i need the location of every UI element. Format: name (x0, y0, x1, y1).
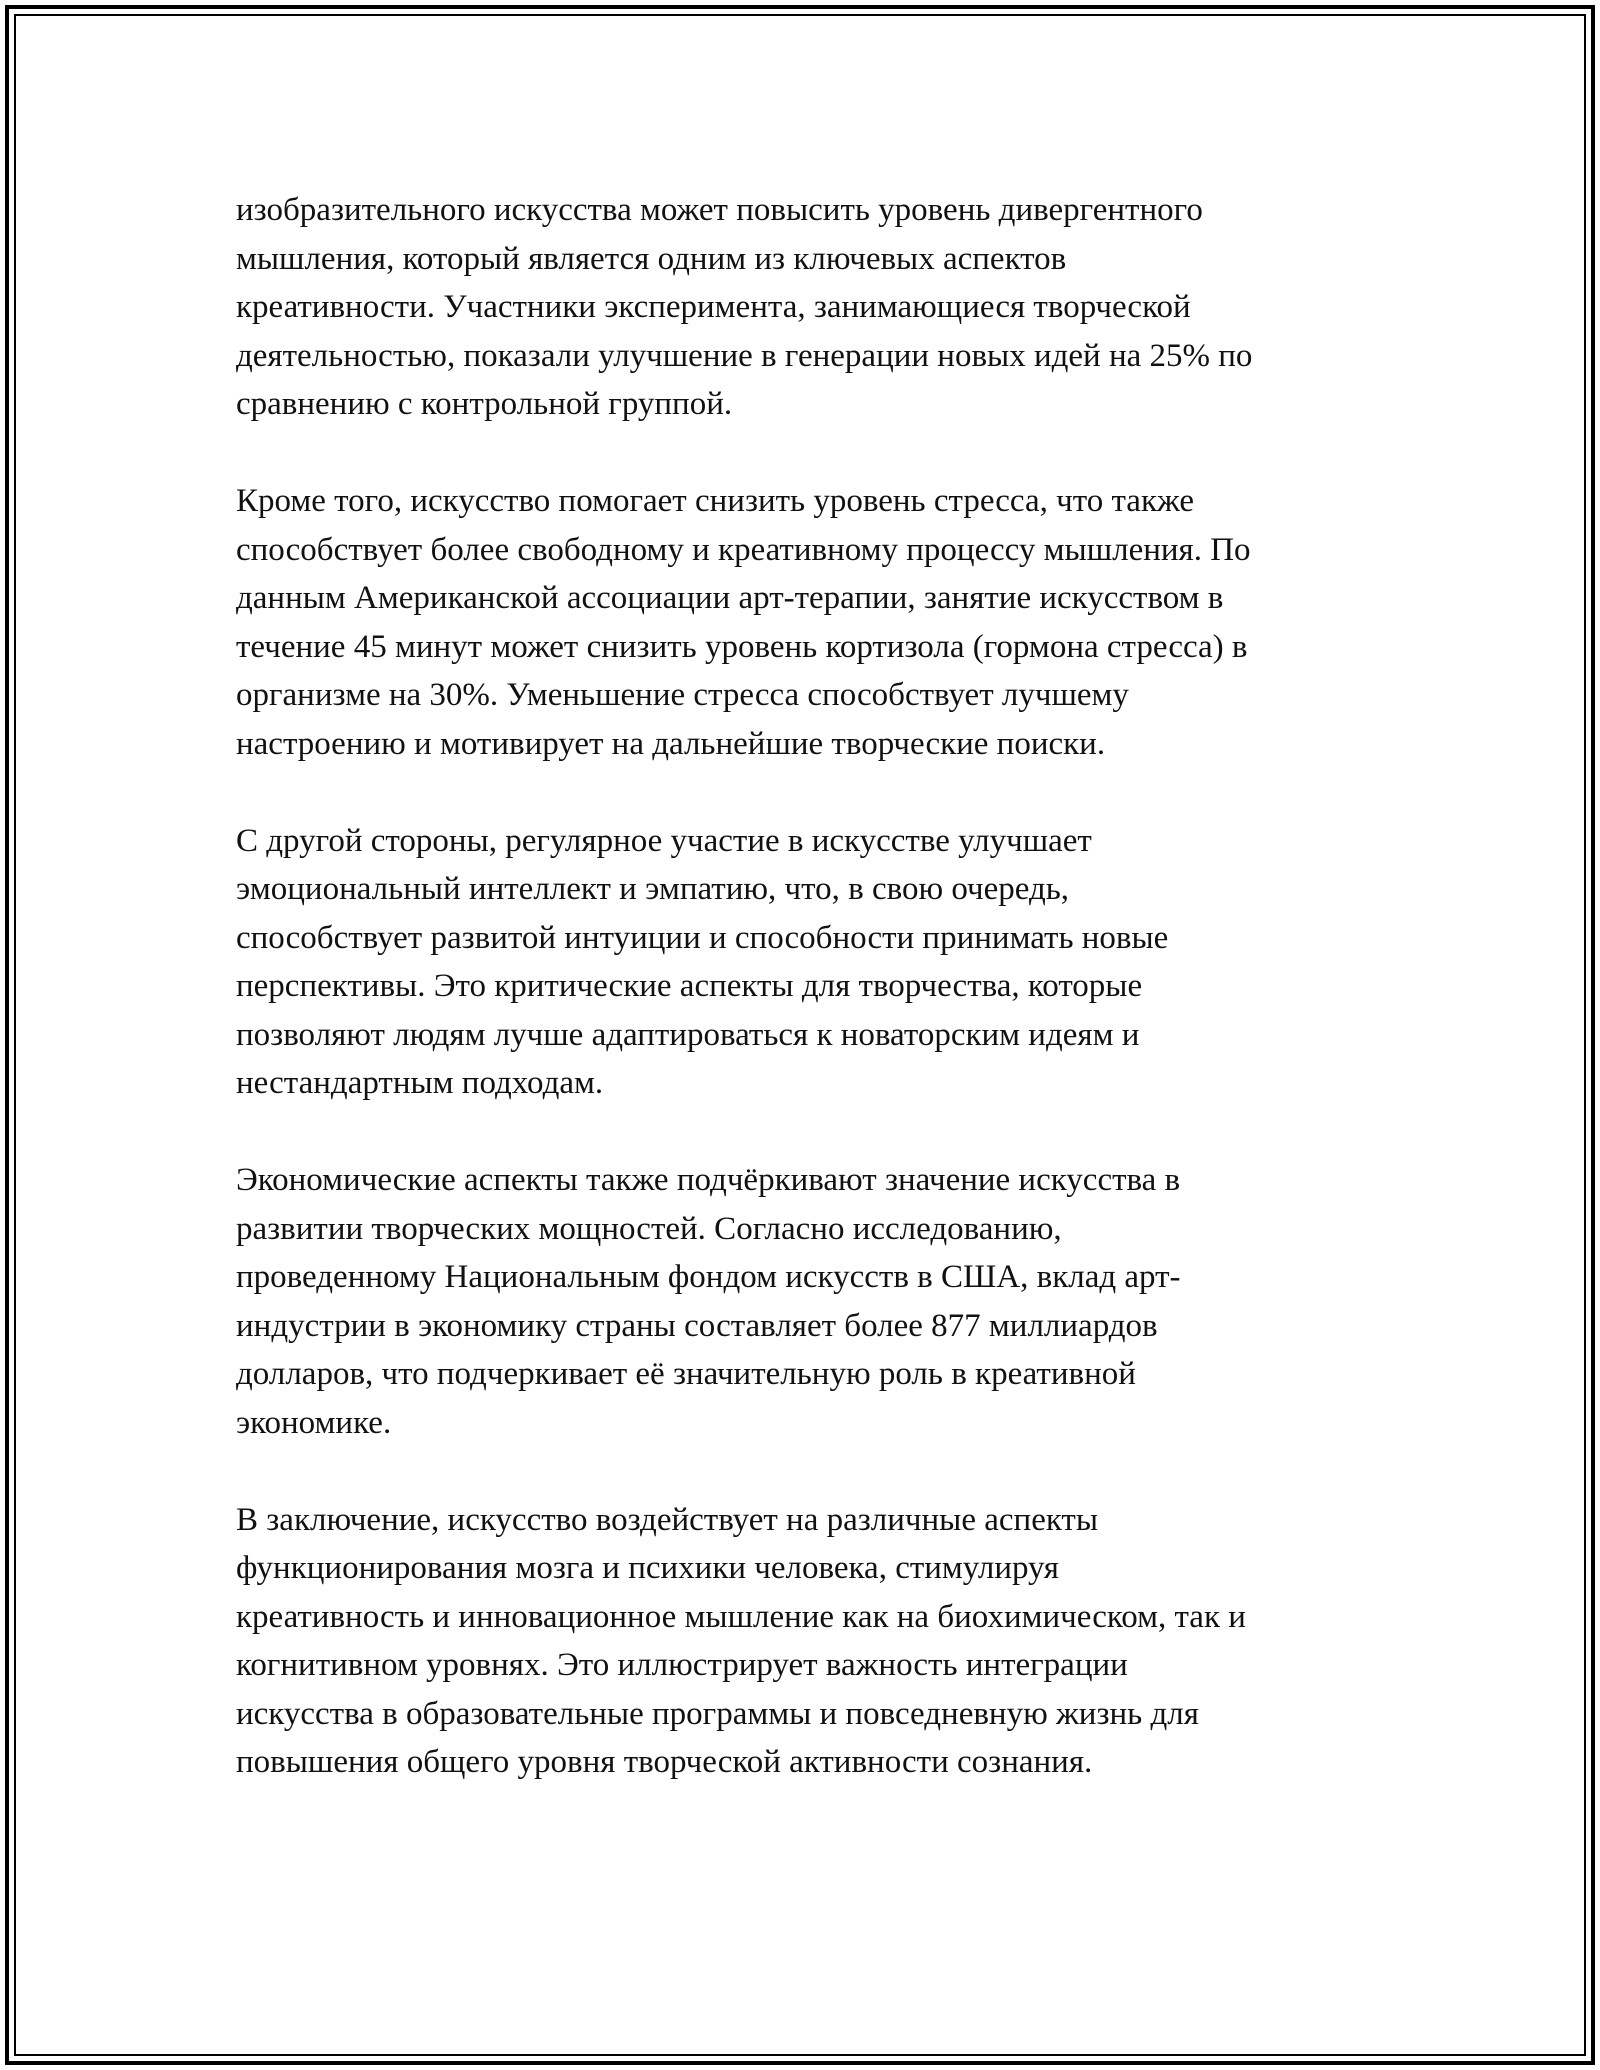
text-line: организме на 30%. Уменьшение стресса способствует лучшему (236, 677, 1129, 713)
paragraph-emotional-intelligence (236, 817, 1416, 1108)
text-line: В заключение, искусство воздействует на различные аспекты (236, 1501, 1099, 1538)
text-line: развитии творческих мощностей. Согласно исследованию, (236, 1210, 1062, 1247)
text-line: долларов, что подчеркивает её значительную роль в креативной (236, 1356, 1136, 1392)
paragraph-stress-reduction (236, 477, 1416, 768)
text-line: позволяют людям лучше адаптироваться к новаторским идеям и (236, 1016, 1140, 1053)
text-line: креативности. Участники эксперимента, занимающиеся творческой (236, 289, 1191, 325)
text-line: деятельностью, показали улучшение в генерации новых идей на 25% по (236, 337, 1253, 374)
text-line: С другой стороны, регулярное участие в искусстве улучшает (236, 822, 1092, 859)
text-line: течение 45 минут может снизить уровень кортизола (гормона стресса) в (236, 628, 1248, 665)
text-line: способствует более свободному и креативному процессу мышления. По (236, 531, 1251, 568)
text-line: искусства в образовательные программы и повседневную жизнь для (236, 1695, 1199, 1732)
text-line: сравнению с контрольной группой. (236, 386, 733, 422)
text-line: функционирования мозга и психики человека, стимулируя (236, 1550, 1059, 1586)
text-line: индустрии в экономику страны составляет более 877 миллиардов (236, 1307, 1158, 1344)
paragraph-conclusion (236, 1496, 1416, 1787)
text-line: Кроме того, искусство помогает снизить уровень стресса, что также (236, 483, 1194, 519)
text-line: данным Американской ассоциации арт-терапии, занятие искусством в (236, 580, 1224, 616)
text-line: мышления, который является одним из ключевых аспектов (236, 240, 1067, 277)
text-line: перспективы. Это критические аспекты для творчества, которые (236, 968, 1143, 1004)
text-line: когнитивном уровнях. Это иллюстрирует важность интеграции (236, 1647, 1128, 1683)
text-line: нестандартным подходам. (236, 1065, 604, 1101)
paragraph-economic-aspects (236, 1156, 1416, 1447)
text-line: Экономические аспекты также подчёркивают значение искусства в (236, 1162, 1181, 1198)
text-line: повышения общего уровня творческой активности сознания. (236, 1744, 1093, 1780)
text-line: экономике. (236, 1404, 392, 1441)
text-line: настроению и мотивирует на дальнейшие творческие поиски. (236, 725, 1106, 762)
text-line: изобразительного искусства может повысить уровень дивергентного (236, 192, 1203, 228)
paragraph-divergent-thinking (236, 186, 1416, 429)
text-line: способствует развитой интуиции и способности принимать новые (236, 919, 1169, 956)
document-body (236, 186, 1416, 1835)
text-line: креативность и инновационное мышление как на биохимическом, так и (236, 1598, 1246, 1635)
text-line: проведенному Национальным фондом искусств в США, вклад арт- (236, 1259, 1181, 1295)
text-line: эмоциональный интеллект и эмпатию, что, в свою очередь, (236, 871, 1070, 907)
